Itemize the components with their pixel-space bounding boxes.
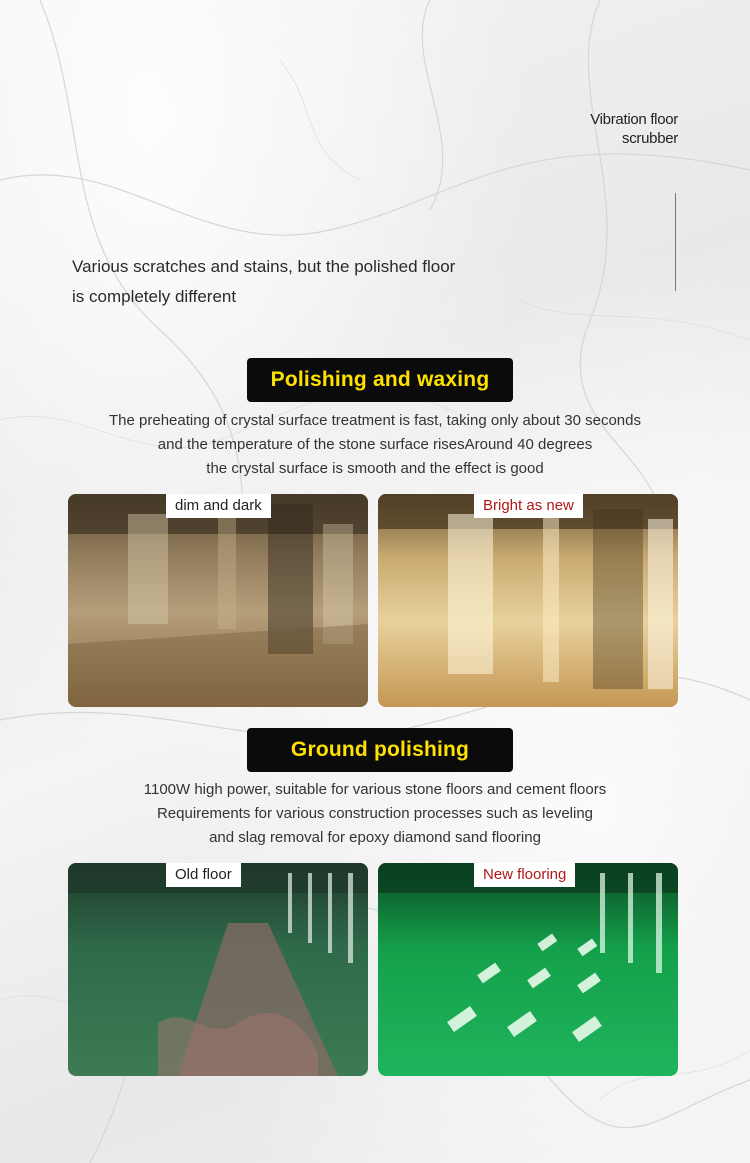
- product-title: [518, 110, 678, 148]
- after-label: New flooring: [474, 863, 575, 887]
- description-line: and slag removal for epoxy diamond sand flooring: [209, 829, 541, 846]
- description-line: 1100W high power, suitable for various stone floors and cement floors: [143, 781, 607, 798]
- section-description-polishing: [60, 409, 690, 481]
- intro-line-1: Various scratches and stains, but the polished floor: [72, 257, 456, 276]
- vertical-divider: [675, 193, 676, 291]
- section-description-ground: [60, 778, 690, 850]
- section-title-polishing-waxing: [247, 358, 513, 402]
- intro-text: [72, 252, 532, 312]
- description-line: and the temperature of the stone surface risesAround 40 degrees: [157, 436, 593, 453]
- before-label: Old floor: [166, 863, 241, 887]
- product-title-line-1: Vibration floor: [590, 111, 678, 128]
- before-photo-old-floor: [68, 863, 368, 1076]
- intro-line-2: is completely different: [72, 287, 237, 306]
- section-title-ground-polishing: [247, 728, 513, 772]
- description-line: The preheating of crystal surface treatment is fast, taking only about 30 seconds: [109, 412, 641, 429]
- after-photo-new-flooring: [378, 863, 678, 1076]
- section-title-text: Polishing and waxing: [270, 368, 490, 391]
- product-title-line-2: scrubber: [622, 130, 678, 147]
- after-photo-bright-floor: [378, 494, 678, 707]
- before-photo-dim-floor: [68, 494, 368, 707]
- description-line: the crystal surface is smooth and the effect is good: [206, 460, 544, 477]
- before-label: dim and dark: [166, 494, 271, 518]
- section-title-text: Ground polishing: [290, 738, 470, 761]
- after-label: Bright as new: [474, 494, 583, 518]
- description-line: Requirements for various construction processes such as leveling: [156, 805, 594, 822]
